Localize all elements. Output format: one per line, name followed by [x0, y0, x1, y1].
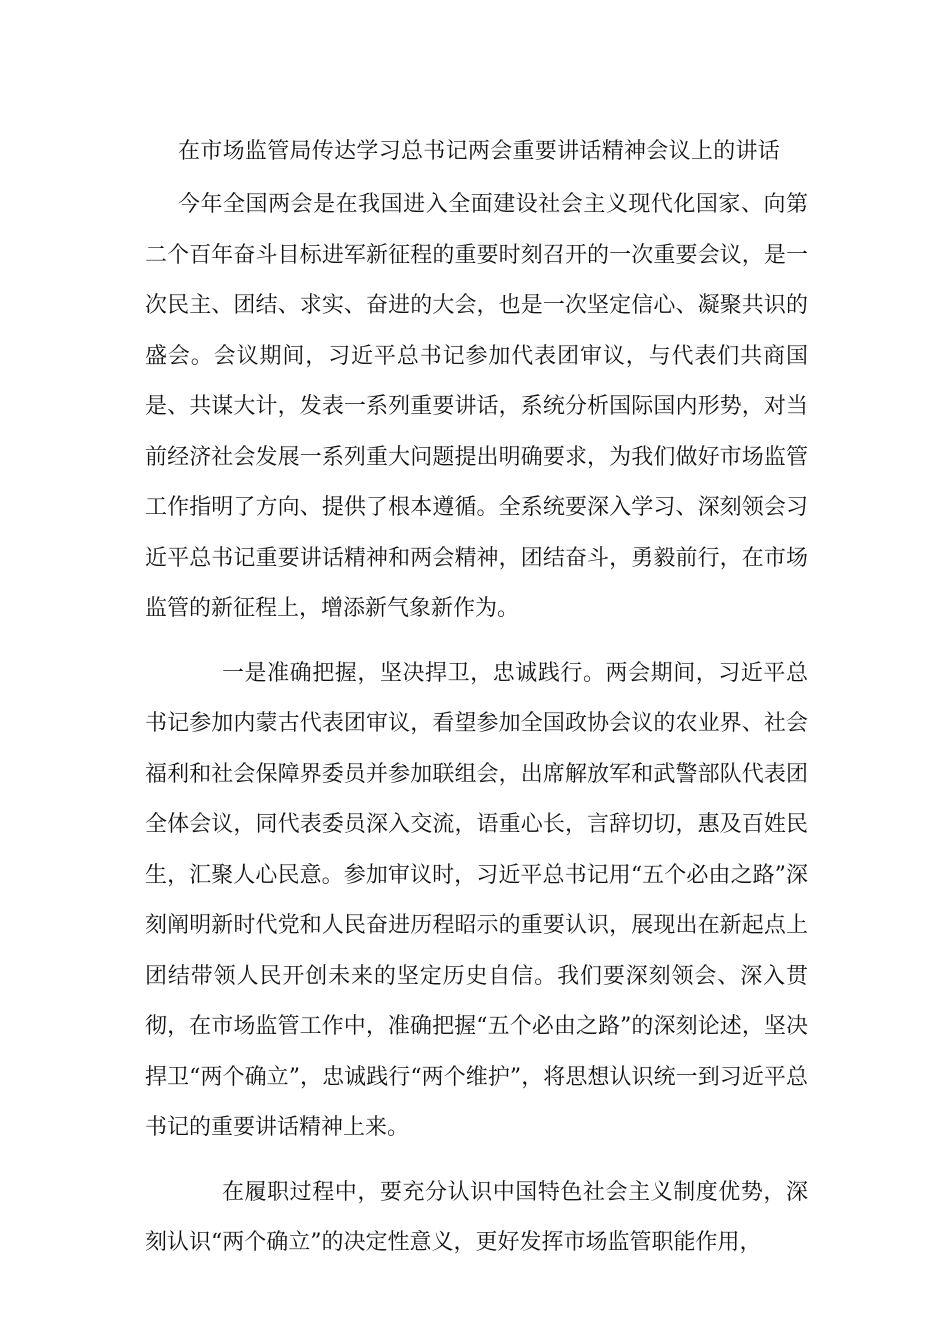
paragraph-intro: 今年全国两会是在我国进入全面建设社会主义现代化国家、向第二个百年奋斗目标进军新征程的重要时刻召开的一次重要会议，是一次民主、团结、求实、奋进的大会，也是一次坚定信心、凝聚共识的盛会。会议期间，习近平总书记参加代表团审议，与代表们共商国是、共谋大计，发表一系列重要讲话，系统分析国际国内形势，对当前经济社会发展一系列重大问题提出明确要求，为我们做好市场监管工作指明了方向、提供了根本遵循。全系统要深入学习、深刻领会习近平总书记重要讲话精神和两会精神，团结奋斗，勇毅前行，在市场监管的新征程上，增添新气象新作为。	[145, 192, 808, 621]
document-body	[145, 180, 808, 1269]
paragraph-point-one: 一是准确把握，坚决捍卫，忠诚践行。两会期间，习近平总书记参加内蒙古代表团审议，看望参加全国政协会议的农业界、社会福利和社会保障界委员并参加联组会，出席解放军和武警部队代表团全体会议，同代表委员深入交流，语重心长，言辞切切，惠及百姓民生，汇聚人心民意。参加审议时，习近平总书记用“五个必由之路”深刻阐明新时代党和人民奋进历程昭示的重要认识，展现出在新起点上团结带领人民开创未来的坚定历史自信。我们要深刻领会、深入贯彻，在市场监管工作中，准确把握“五个必由之路”的深刻论述，坚决捍卫“两个确立”，忠诚践行“两个维护”，将思想认识统一到习近平总书记的重要讲话精神上来。	[145, 660, 808, 1140]
paragraph-performance: 在履职过程中，要充分认识中国特色社会主义制度优势，深刻认识“两个确立”的决定性意义，更好发挥市场监管职能作用，	[145, 1179, 808, 1255]
document-title: 在市场监管局传达学习总书记两会重要讲话精神会议上的讲话	[178, 139, 781, 164]
